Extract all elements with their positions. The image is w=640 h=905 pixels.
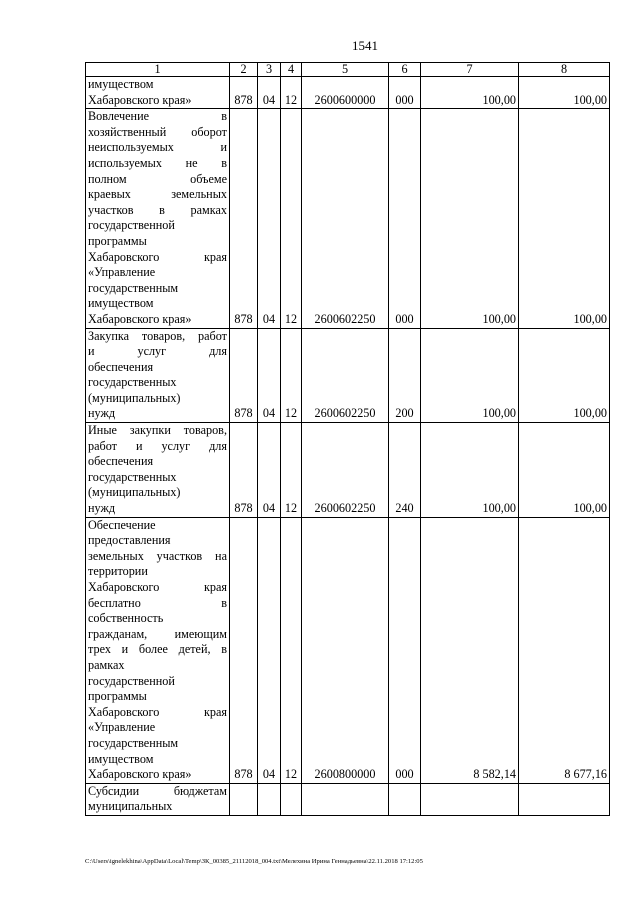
column-header: 4 [281, 63, 302, 77]
description-line: государственным [88, 280, 179, 295]
amount-2019-cell: 100,00 [421, 328, 519, 423]
description-line: собственность [88, 611, 164, 626]
description-line: территории [88, 564, 148, 579]
description-cell [86, 77, 230, 109]
description-cell [86, 783, 230, 815]
description-line: «Управление [88, 720, 156, 735]
description-line: нужд [88, 501, 116, 516]
description-line: программы [88, 233, 147, 248]
description-line: имуществом [88, 77, 154, 91]
amount-2020-cell: 100,00 [519, 423, 610, 518]
ministry-code-cell: 878 [230, 77, 258, 109]
description-line: государственных [88, 375, 177, 390]
section-cell [258, 783, 281, 815]
description-line: Хабаровского края» [88, 311, 192, 326]
description-line: Хабаровского края [88, 704, 227, 719]
table-row [86, 109, 610, 328]
table-row [86, 77, 610, 109]
description-line: (муниципальных) [88, 390, 181, 405]
description-line: предоставления [88, 533, 171, 548]
ministry-code-cell [230, 783, 258, 815]
expense-type-cell: 000 [389, 109, 421, 328]
description-line: обеспечения [88, 454, 154, 469]
column-header: 7 [421, 63, 519, 77]
page-number: 1541 [352, 38, 378, 53]
description-line: полном объеме [88, 171, 227, 186]
description-line: государственной [88, 218, 175, 233]
subsection-cell: 12 [281, 423, 302, 518]
amount-2020-cell: 100,00 [519, 109, 610, 328]
section-cell: 04 [258, 109, 281, 328]
target-article-cell: 2600602250 [302, 109, 389, 328]
subsection-cell: 12 [281, 517, 302, 783]
description-line: нужд [88, 406, 116, 421]
description-line: имуществом [88, 751, 154, 766]
description-line: неиспользуемых и [88, 140, 227, 155]
subsection-cell: 12 [281, 328, 302, 423]
description-cell [86, 517, 230, 783]
description-line: хозяйственный оборот [88, 124, 227, 139]
budget-table [85, 62, 610, 816]
description-line: Хабаровского края [88, 580, 227, 594]
description-line: трех и более детей, в [88, 642, 227, 657]
description-line: «Управление [88, 265, 156, 280]
description-line: земельных участков на [88, 548, 227, 563]
ministry-code-cell: 878 [230, 109, 258, 328]
section-cell: 04 [258, 517, 281, 783]
description-line: государственной [88, 673, 175, 688]
description-line: рамках [88, 657, 125, 672]
amount-2019-cell: 100,00 [421, 77, 519, 109]
table-row [86, 783, 610, 815]
table-header-row [86, 63, 610, 77]
footer-file-path: C:\Users\ignelekhina\AppData\Local\Temp\ЗК_00385_21112018_004.txt\Мелехина Ирина Геннадьевна\22.11.2018 17:12:05 [85, 858, 423, 865]
description-line: Хабаровского края [88, 249, 227, 264]
description-line: Хабаровского края» [88, 767, 192, 782]
ministry-code-cell: 878 [230, 423, 258, 518]
description-line: муниципальных [88, 799, 173, 814]
expense-type-cell: 000 [389, 517, 421, 783]
description-line: Иные закупки товаров, [88, 423, 227, 438]
target-article-cell: 2600602250 [302, 328, 389, 423]
amount-2020-cell [519, 783, 610, 815]
description-line: обеспечения [88, 359, 154, 374]
section-cell: 04 [258, 423, 281, 518]
subsection-cell [281, 783, 302, 815]
column-header: 5 [302, 63, 389, 77]
description-line: работ и услуг для [88, 438, 227, 453]
section-cell: 04 [258, 328, 281, 423]
expense-type-cell: 240 [389, 423, 421, 518]
amount-2019-cell [421, 783, 519, 815]
subsection-cell: 12 [281, 109, 302, 328]
target-article-cell [302, 783, 389, 815]
description-line: Закупка товаров, работ [88, 328, 227, 343]
table-row [86, 517, 610, 783]
amount-2020-cell: 8 677,16 [519, 517, 610, 783]
expense-type-cell: 200 [389, 328, 421, 423]
expense-type-cell [389, 783, 421, 815]
description-line: Субсидии бюджетам [88, 783, 227, 798]
column-header: 6 [389, 63, 421, 77]
description-line: и услуг для [88, 344, 227, 359]
description-line: используемых не в [88, 155, 227, 170]
description-cell [86, 423, 230, 518]
target-article-cell: 2600602250 [302, 423, 389, 518]
description-line: (муниципальных) [88, 485, 181, 500]
subsection-cell: 12 [281, 77, 302, 109]
description-line: бесплатно в [88, 595, 227, 610]
table-row [86, 328, 610, 423]
column-header: 2 [230, 63, 258, 77]
amount-2019-cell: 100,00 [421, 423, 519, 518]
amount-2019-cell: 100,00 [421, 109, 519, 328]
description-line: участков в рамках [88, 202, 227, 217]
section-cell: 04 [258, 77, 281, 109]
description-line: имуществом [88, 296, 154, 311]
expense-type-cell: 000 [389, 77, 421, 109]
amount-2020-cell: 100,00 [519, 77, 610, 109]
description-line: программы [88, 689, 147, 704]
column-header: 8 [519, 63, 610, 77]
description-cell [86, 328, 230, 423]
column-header: 3 [258, 63, 281, 77]
target-article-cell: 2600800000 [302, 517, 389, 783]
description-line: Обеспечение [88, 517, 156, 532]
amount-2020-cell: 100,00 [519, 328, 610, 423]
description-line: государственных [88, 469, 177, 484]
table-row [86, 423, 610, 518]
description-line: Хабаровского края» [88, 92, 192, 107]
column-header: 1 [86, 63, 230, 77]
target-article-cell: 2600600000 [302, 77, 389, 109]
ministry-code-cell: 878 [230, 328, 258, 423]
description-line: государственным [88, 735, 179, 750]
ministry-code-cell: 878 [230, 517, 258, 783]
description-line: Вовлечение в [88, 109, 227, 124]
amount-2019-cell: 8 582,14 [421, 517, 519, 783]
description-line: краевых земельных [88, 187, 227, 202]
description-cell [86, 109, 230, 328]
description-line: гражданам, имеющим [88, 626, 227, 641]
